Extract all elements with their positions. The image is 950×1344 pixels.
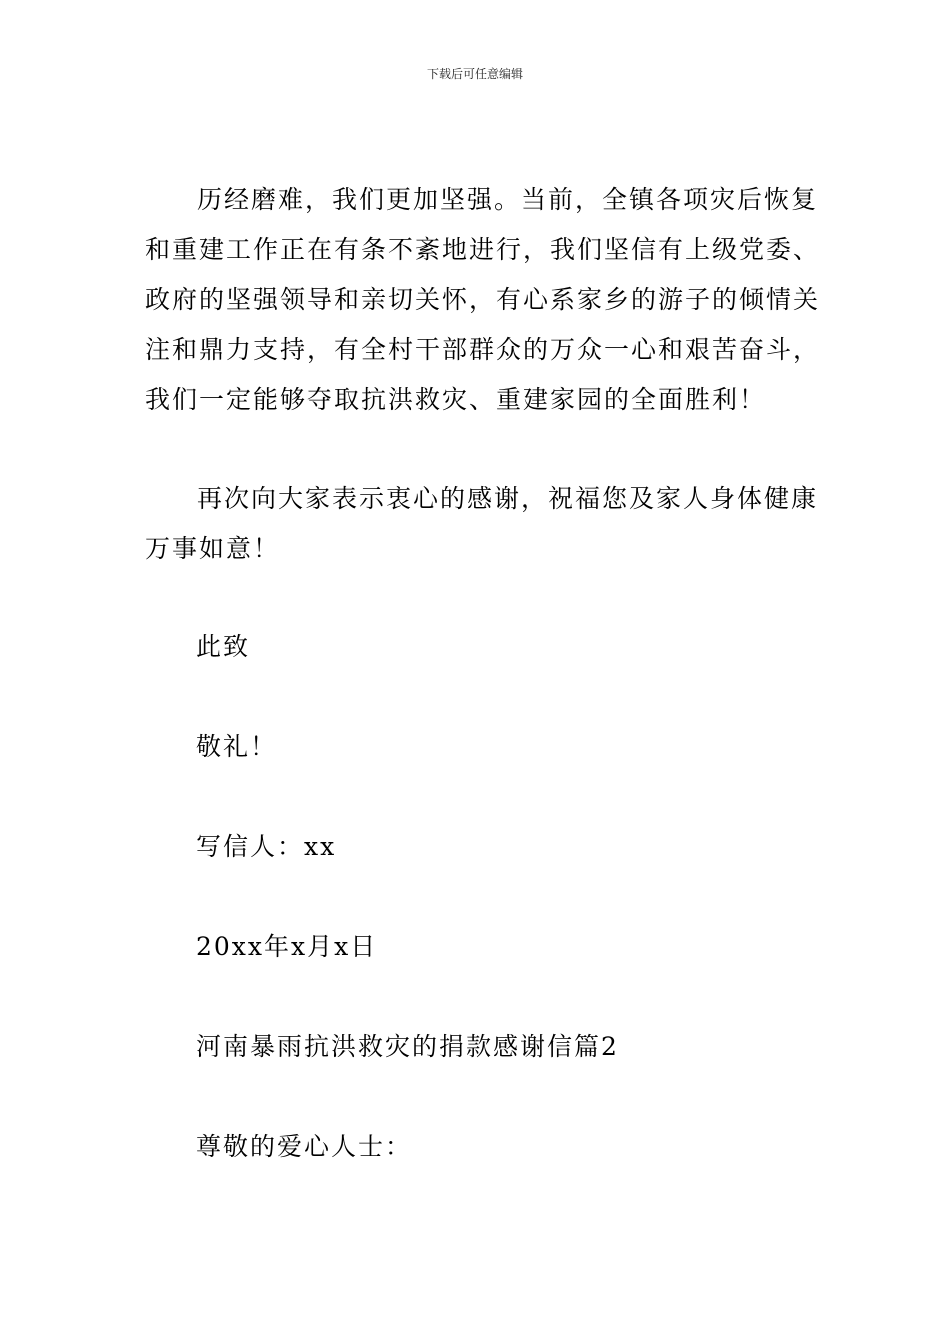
text-line: 万事如意！ bbox=[145, 534, 281, 563]
letter-writer: 写信人：xx bbox=[196, 832, 337, 861]
page-header: 下载后可任意编辑 bbox=[426, 67, 523, 81]
text-line: 注和鼎力支持，有全村干部群众的万众一心和艰苦奋斗， bbox=[145, 335, 821, 364]
text-line: 和重建工作正在有条不紊地进行，我们坚信有上级党委、 bbox=[145, 235, 821, 264]
paragraph-thanks bbox=[145, 474, 819, 574]
text-line: 政府的坚强领导和亲切关怀，有心系家乡的游子的倾情关 bbox=[145, 285, 821, 314]
text-line: 我们一定能够夺取抗洪救灾、重建家园的全面胜利！ bbox=[145, 385, 767, 414]
paragraph-thanks-text bbox=[145, 474, 819, 574]
text-line: 再次向大家表示衷心的感谢，祝福您及家人身体健康 bbox=[197, 484, 819, 513]
closing-jingli: 敬礼！ bbox=[196, 732, 278, 761]
salutation: 尊敬的爱心人士： bbox=[196, 1132, 413, 1161]
paragraph-recovery bbox=[145, 175, 821, 425]
letter-date: 20xx年x月x日 bbox=[196, 932, 378, 961]
closing-zhici: 此致 bbox=[196, 632, 251, 661]
paragraph-recovery-text bbox=[145, 175, 821, 425]
text-line: 历经磨难，我们更加坚强。当前，全镇各项灾后恢复 bbox=[197, 185, 819, 214]
section-title: 河南暴雨抗洪救灾的捐款感谢信篇2 bbox=[196, 1032, 619, 1061]
